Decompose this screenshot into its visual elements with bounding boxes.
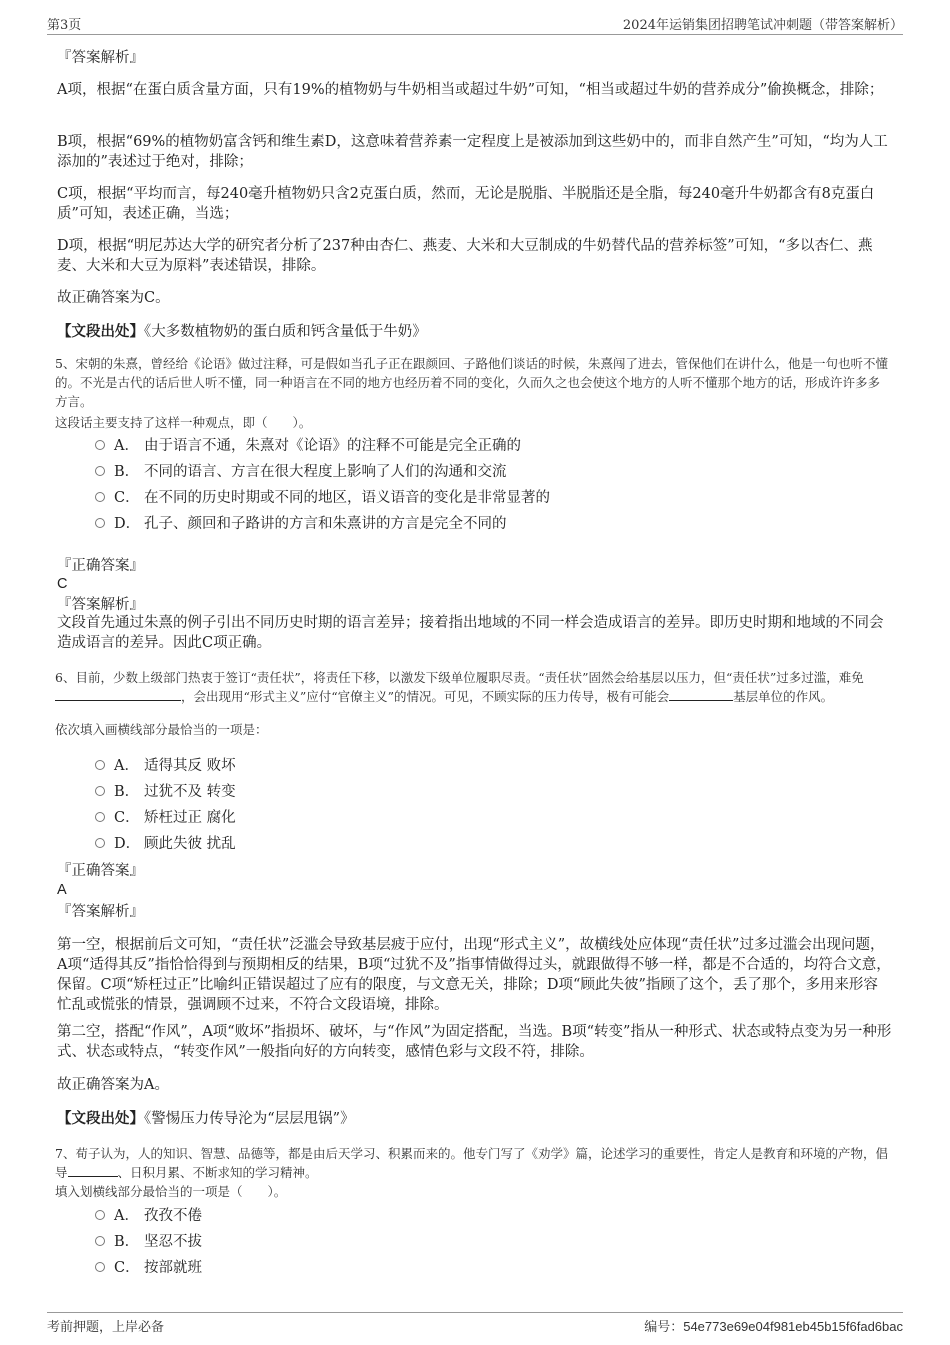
blank-line	[55, 687, 181, 701]
blank-line	[68, 1163, 118, 1177]
blank-line	[669, 687, 733, 701]
radio-icon[interactable]	[95, 812, 105, 822]
radio-icon[interactable]	[95, 838, 105, 848]
q4-analysis-c: C项，根据“平均而言，每240毫升植物奶只含2克蛋白质，然而，无论是脱脂、半脱脂还是全脂，每240毫升牛奶都含有8克蛋白质”可知，表述正确，当选；	[57, 186, 875, 222]
q6-analysis-para-1: 第一空，根据前后文可知，“责任状”泛滥会导致基层疲于应付，出现“形式主义”，故横线处应体现“责任状”过多过滥会出现问题，A项“适得其反”指恰恰得到与预期相反的结果，B项“过犹不及”指事情做得过头，就跟做得不够一样，都是不合适的，均符合文意，保留。C项“矫枉过正”比喻纠正错误超过了应有的限度，与文意无关，排除；D项“顾此失彼”指顾了这个，丢了那个，多用来形容忙乱或慌张的情景，强调顾不过来，不符合文段语境，排除。	[57, 937, 891, 1013]
q6-analysis-para-2: 第二空，搭配“作风”，A项“败坏”指损坏、破坏，与“作风”为固定搭配，当选。B项“转变”指从一种形式、状态或特点变为另一种形式、状态或特点，“转变作风”一般指向好的方向转变，感情色彩与文段不符，排除。	[57, 1024, 892, 1060]
q6-source-text: 《警惕压力传导沦为“层层甩锅”》	[144, 1111, 355, 1127]
q5-option-a[interactable]: A． 由于语言不通，朱熹对《论语》的注释不可能是完全正确的	[95, 436, 521, 456]
page-number: 第3页	[47, 18, 82, 33]
q4-source-label: 【文段出处】	[57, 323, 144, 340]
q7-option-a[interactable]: A． 孜孜不倦	[95, 1206, 202, 1226]
radio-icon[interactable]	[95, 1210, 105, 1220]
q5-analysis-label: 『答案解析』	[57, 597, 144, 613]
q7-option-b[interactable]: B． 坚忍不拔	[95, 1232, 202, 1252]
q6-option-b[interactable]: B． 过犹不及 转变	[95, 782, 236, 802]
document-code: 编号：54e773e69e04f981eb45b15f6fad6bac	[644, 1319, 903, 1335]
q5-answer: C	[57, 576, 68, 592]
q4-conclusion: 故正确答案为C。	[57, 290, 170, 306]
document-title: 2024年运销集团招聘笔试冲刺题（带答案解析）	[622, 18, 903, 33]
radio-icon[interactable]	[95, 786, 105, 796]
q6-option-c[interactable]: C． 矫枉过正 腐化	[95, 808, 236, 828]
q4-source-text: 《大多数植物奶的蛋白质和钙含量低于牛奶》	[144, 324, 427, 340]
radio-icon[interactable]	[95, 518, 105, 528]
footer-slogan: 考前押题，上岸必备	[47, 1320, 165, 1335]
q5-question: 这段话主要支持了这样一种观点，即（ ）。	[55, 415, 312, 430]
q4-analysis-d: D项，根据“明尼苏达大学的研究者分析了237种由杏仁、燕麦、大米和大豆制成的牛奶替代品的营养标签”可知，“多以杏仁、燕麦、大米和大豆为原料”表述错误，排除。	[57, 238, 873, 274]
q6-stem: 6、目前，少数上级部门热衷于签订“责任状”，将责任下移，以激发下级单位履职尽责。“责任状”固然会给基层以压力，但“责任状”过多过滥，难免，会出现用“形式主义”应付“官僚主义”的情况。可见，不顾实际的压力传导，极有可能会 基层单位的作风。	[55, 670, 864, 704]
q7-question: 填入划横线部分最恰当的一项是（ ）。	[55, 1184, 287, 1199]
radio-icon[interactable]	[95, 1262, 105, 1272]
q4-analysis-label: 『答案解析』	[57, 50, 144, 66]
q6-option-a[interactable]: A． 适得其反 败坏	[95, 756, 236, 776]
page-footer	[47, 1312, 903, 1335]
radio-icon[interactable]	[95, 1236, 105, 1246]
q6-answer: A	[57, 882, 67, 898]
radio-icon[interactable]	[95, 492, 105, 502]
q6-option-d[interactable]: D． 顾此失彼 扰乱	[95, 834, 236, 854]
q6-source-label: 【文段出处】	[57, 1110, 144, 1127]
q6-analysis-label: 『答案解析』	[57, 904, 144, 920]
q6-conclusion: 故正确答案为A。	[57, 1077, 169, 1093]
q6-source	[57, 1109, 892, 1129]
q5-stem: 5、宋朝的朱熹，曾经给《论语》做过注释，可是假如当孔子正在跟颜回、子路他们谈话的时候，朱熹闯了进去，管保他们在讲什么，他是一句也听不懂的。不光是古代的话后世人听不懂，同一种语言在不同的地方也经历着不同的变化，久而久之也会使这个地方的人听不懂那个地方的话，形成许许多多方言。	[55, 356, 888, 409]
radio-icon[interactable]	[95, 466, 105, 476]
radio-icon[interactable]	[95, 760, 105, 770]
q7-option-c[interactable]: C． 按部就班	[95, 1258, 202, 1278]
q5-option-b[interactable]: B． 不同的语言、方言在很大程度上影响了人们的沟通和交流	[95, 462, 507, 482]
page-header	[47, 12, 903, 35]
q5-analysis: 文段首先通过朱熹的例子引出不同历史时期的语言差异；接着指出地域的不同一样会造成语言的差异。即历史时期和地域的不同会造成语言的差异。因此C项正确。	[57, 615, 884, 651]
q5-answer-label: 『正确答案』	[57, 558, 144, 574]
radio-icon[interactable]	[95, 440, 105, 450]
q4-analysis-b: B项，根据“69%的植物奶富含钙和维生素D，这意味着营养素一定程度上是被添加到这些奶中的，而非自然产生”可知，“均为人工添加的”表述过于绝对，排除；	[57, 134, 888, 170]
q4-analysis-a: A项，根据“在蛋白质含量方面，只有19%的植物奶与牛奶相当或超过牛奶”可知，“相当或超过牛奶的营养成分”偷换概念，排除；	[57, 82, 884, 98]
q5-option-c[interactable]: C． 在不同的历史时期或不同的地区，语义语音的变化是非常显著的	[95, 488, 550, 508]
q6-answer-label: 『正确答案』	[57, 863, 144, 879]
q6-question: 依次填入画横线部分最恰当的一项是：	[55, 722, 268, 737]
q5-option-d[interactable]: D． 孔子、颜回和子路讲的方言和朱熹讲的方言是完全不同的	[95, 514, 507, 534]
q7-stem: 7、荀子认为，人的知识、智慧、品德等，都是由后天学习、积累而来的。他专门写了《劝学》篇，论述学习的重要性，肯定人是教育和环境的产物，倡导 、日积月累、不断求知的学习精神。	[55, 1146, 888, 1180]
q4-source	[57, 322, 892, 342]
